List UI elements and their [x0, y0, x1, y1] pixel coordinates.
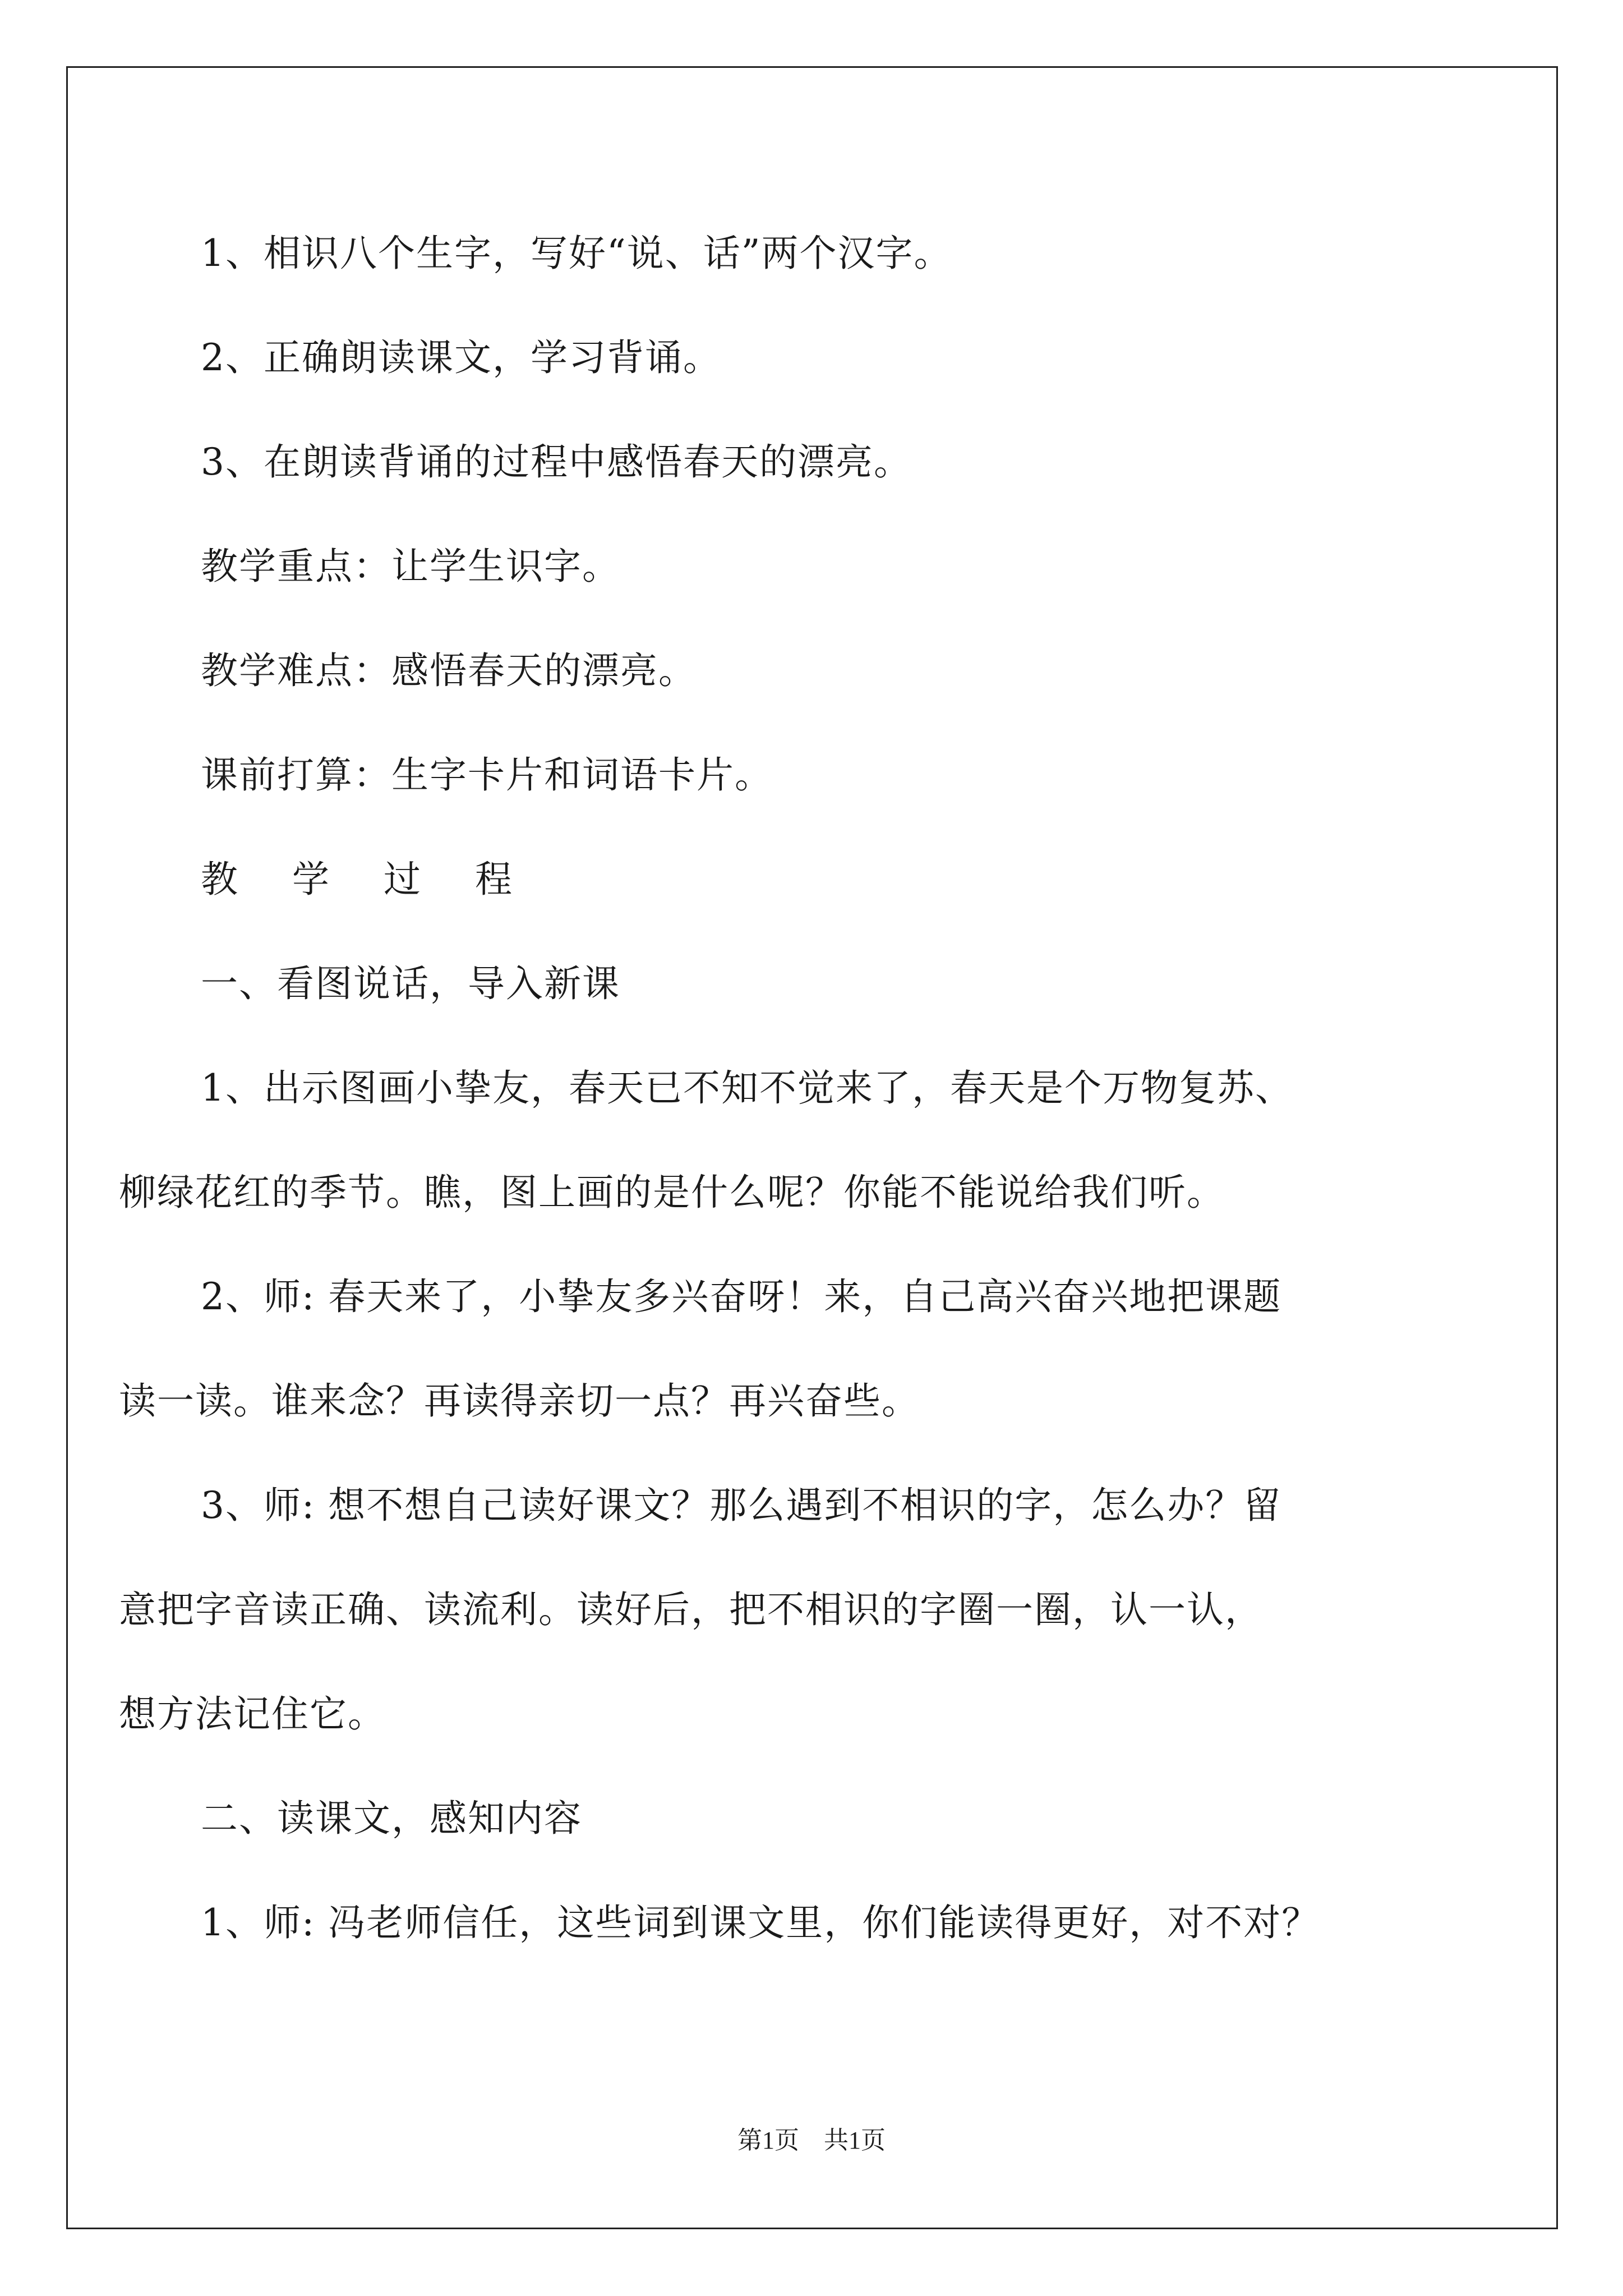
objective-1: 1、相识八个生字，写好“说、话”两个汉字。 — [201, 232, 952, 275]
paragraph-line: 柳绿花红的季节。瞧，图上画的是什么呢？你能不能说给我们听。 — [119, 1171, 1225, 1214]
teaching-focus: 教学重点：让学生识字。 — [201, 545, 620, 588]
objective-2: 2、正确朗读课文，学习背诵。 — [201, 336, 721, 379]
paragraph-line: 意把字音读正确、读流利。读好后，把不相识的字圈一圈，认一认， — [119, 1588, 1263, 1631]
section-heading-process: 教 学 过 程 — [201, 858, 533, 901]
teaching-difficulty: 教学难点：感悟春天的漂亮。 — [201, 649, 697, 692]
section-heading-1: 一、看图说话，导入新课 — [201, 962, 620, 1005]
section-heading-2: 二、读课文，感知内容 — [201, 1797, 582, 1840]
preparation: 课前打算：生字卡片和词语卡片。 — [201, 753, 773, 797]
paragraph-line: 2、师: 春天来了，小挚友多兴奋呀！来，自己高兴奋兴地把课题 — [201, 1275, 1282, 1318]
paragraph-line: 读一读。谁来念？再读得亲切一点？再兴奋些。 — [119, 1379, 920, 1423]
page-footer: 第1页 共1页 — [737, 2127, 886, 2154]
paragraph-line: 1、出示图画小挚友，春天已不知不觉来了，春天是个万物复苏、 — [201, 1066, 1293, 1110]
paragraph-line: 1、师: 冯老师信任，这些词到课文里，你们能读得更好，对不对？ — [201, 1901, 1320, 1944]
objective-3: 3、在朗读背诵的过程中感悟春天的漂亮。 — [201, 440, 912, 484]
paragraph-line: 想方法记住它。 — [119, 1692, 386, 1736]
paragraph-line: 3、师: 想不想自己读好课文？那么遇到不相识的字，怎么办？留 — [201, 1484, 1282, 1527]
